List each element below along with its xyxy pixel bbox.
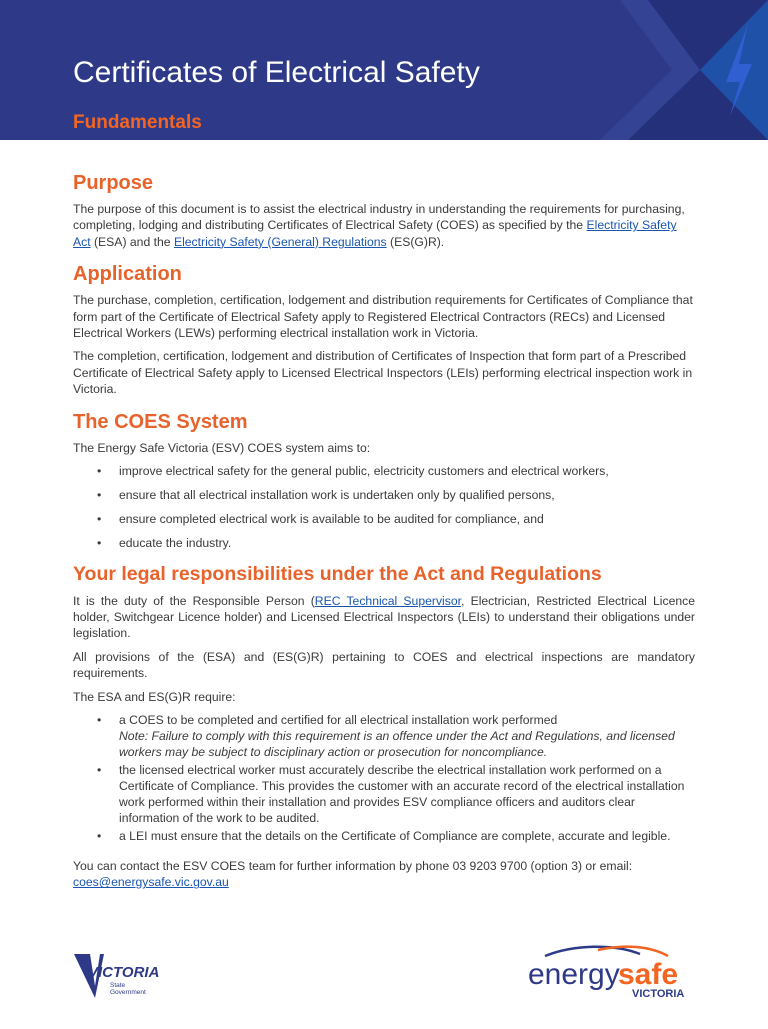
list-item: • improve electrical safety for the general public, electricity customers and electrical workers, (97, 464, 609, 479)
list-item: • the licensed electrical worker must accurately describe the electrical installation work performed on a Certificate of Compliance. This provides the customer with an accurate record of the electrical installation work performed within their installation and provides ESV compliance officers and auditors clear information of the work to be audited. (97, 763, 685, 826)
list-item-text: educate the industry. (119, 535, 232, 550)
coes-aims-list (73, 463, 695, 551)
electricity-safety-regulations-link[interactable]: Electricity Safety (General) Regulations (173, 234, 387, 249)
coes-system-section (73, 411, 695, 552)
victoria-logo-sub2: Government (110, 989, 146, 996)
list-item: • ensure completed electrical work is available to be audited for compliance, and (97, 511, 544, 526)
legal-paragraph-1-start: It is the duty of the Responsible Person ( (73, 593, 315, 608)
document-subtitle: Fundamentals (73, 112, 202, 133)
victoria-logo-sub1: State (110, 982, 126, 989)
contact-email-link[interactable]: coes@energysafe.vic.gov.au (73, 875, 229, 890)
document-title: Certificates of Electrical Safety (73, 56, 480, 89)
list-item-text: ensure that all electrical installation work is undertaken only by qualified persons, (119, 487, 555, 502)
legal-responsibilities-section (73, 564, 695, 891)
purpose-heading: Purpose (73, 172, 154, 194)
legal-responsibilities-heading: Your legal responsibilities under the Act and Regulations (73, 563, 602, 586)
purpose-section (73, 172, 695, 250)
energysafe-logo-sub: VICTORIA (632, 988, 685, 1000)
energysafe-logo-word2: safe (618, 958, 679, 991)
list-item: • ensure that all electrical installation work is undertaken only by qualified persons, (97, 487, 555, 502)
footer-logos-svg (0, 940, 768, 1024)
purpose-text (73, 201, 695, 250)
energysafe-victoria-logo (528, 947, 684, 1000)
contact-text: You can contact the ESV COES team for further information by phone 03 9203 9700 (option 3) or email: (73, 859, 633, 874)
rec-technical-supervisor-link[interactable]: REC Technical Supervisor (314, 593, 462, 608)
list-item-text: the licensed electrical worker must accurately describe the electrical installation work performed on a Certificate of Compliance. This provides the customer with an accurate record of the electrical installation work performed within their installation and provides ESV compliance officers and auditors clear information of the work to be audited. (119, 763, 685, 826)
application-section (73, 263, 695, 397)
purpose-text-end: (ES(G)R). (386, 234, 445, 249)
application-paragraph-2: The completion, certification, lodgement and distribution of Certificates of Inspection that form part of a Prescribed Certificate of Electrical Safety apply to Licensed Electrical Inspectors (LEIs) performing electrical inspection work in Victoria. (73, 349, 693, 397)
victoria-logo-text: VICTORIA (88, 964, 160, 981)
energysafe-logo-word1: energy (528, 958, 620, 991)
list-item-text: a LEI must ensure that the details on the Certificate of Compliance are complete, accurate and legible. (119, 829, 671, 844)
requirements-list (73, 712, 695, 844)
coes-system-intro: The Energy Safe Victoria (ESV) COES system aims to: (73, 440, 371, 455)
purpose-text-middle: (ESA) and the (90, 234, 174, 249)
list-item-note: Note: Failure to comply with this requirement is an offence under the Act and Regulations, and licensed workers may be subject to disciplinary action or prosecution for noncompliance. (119, 729, 675, 760)
electricity-safety-act-link[interactable]: Electricity Safety Act (73, 218, 677, 249)
list-item-text: improve electrical safety for the general public, electricity customers and electrical workers, (119, 464, 609, 479)
application-heading: Application (73, 263, 182, 286)
legal-paragraph-1-end: , Electrician, Restricted Electrical Licence holder, Switchgear Licence holder) and Licensed Electrical Inspectors (LEIs) to understand their obligations under legislation. (73, 593, 695, 641)
list-item: • a LEI must ensure that the details on the Certificate of Compliance are complete, accurate and legible. (97, 829, 671, 844)
list-item-text: a COES to be completed and certified for all electrical installation work performed (119, 713, 558, 728)
application-paragraph-1: The purchase, completion, certification, lodgement and distribution requirements for Certificates of Compliance that form part of the Certificate of Electrical Safety apply to Registered Electrical Contractors (RECs) and Licensed Electrical Workers (LEWs) performing electrical installation work in Victoria. (73, 293, 693, 341)
coes-system-heading: The COES System (73, 410, 248, 433)
list-item: • a COES to be completed and certified for all electrical installation work performed Note: Failure to comply with this requirement is an offence under the Act and Regulations, and licensed workers may be subject to disciplinary action or prosecution for noncompliance. (73, 712, 695, 760)
legal-paragraph-1 (73, 593, 695, 642)
purpose-text-start: The purpose of this document is to assist the electrical industry in understanding the requirements for purchasing, completing, lodging and distributing Certificates of Electrical Safety (COES) as specified by the (73, 202, 685, 233)
legal-paragraph-2: All provisions of the (ESA) and (ES(G)R) pertaining to COES and electrical inspections are mandatory requirements. (73, 649, 695, 681)
header-banner (0, 0, 768, 140)
footer (0, 940, 768, 1024)
document-body (73, 172, 695, 904)
list-item: • educate the industry. (97, 535, 232, 550)
contact-paragraph (73, 858, 695, 891)
legal-paragraph-3: The ESA and ES(G)R require: (73, 689, 236, 704)
victoria-state-government-logo (74, 954, 159, 998)
list-item-text: ensure completed electrical work is available to be audited for compliance, and (119, 511, 544, 526)
